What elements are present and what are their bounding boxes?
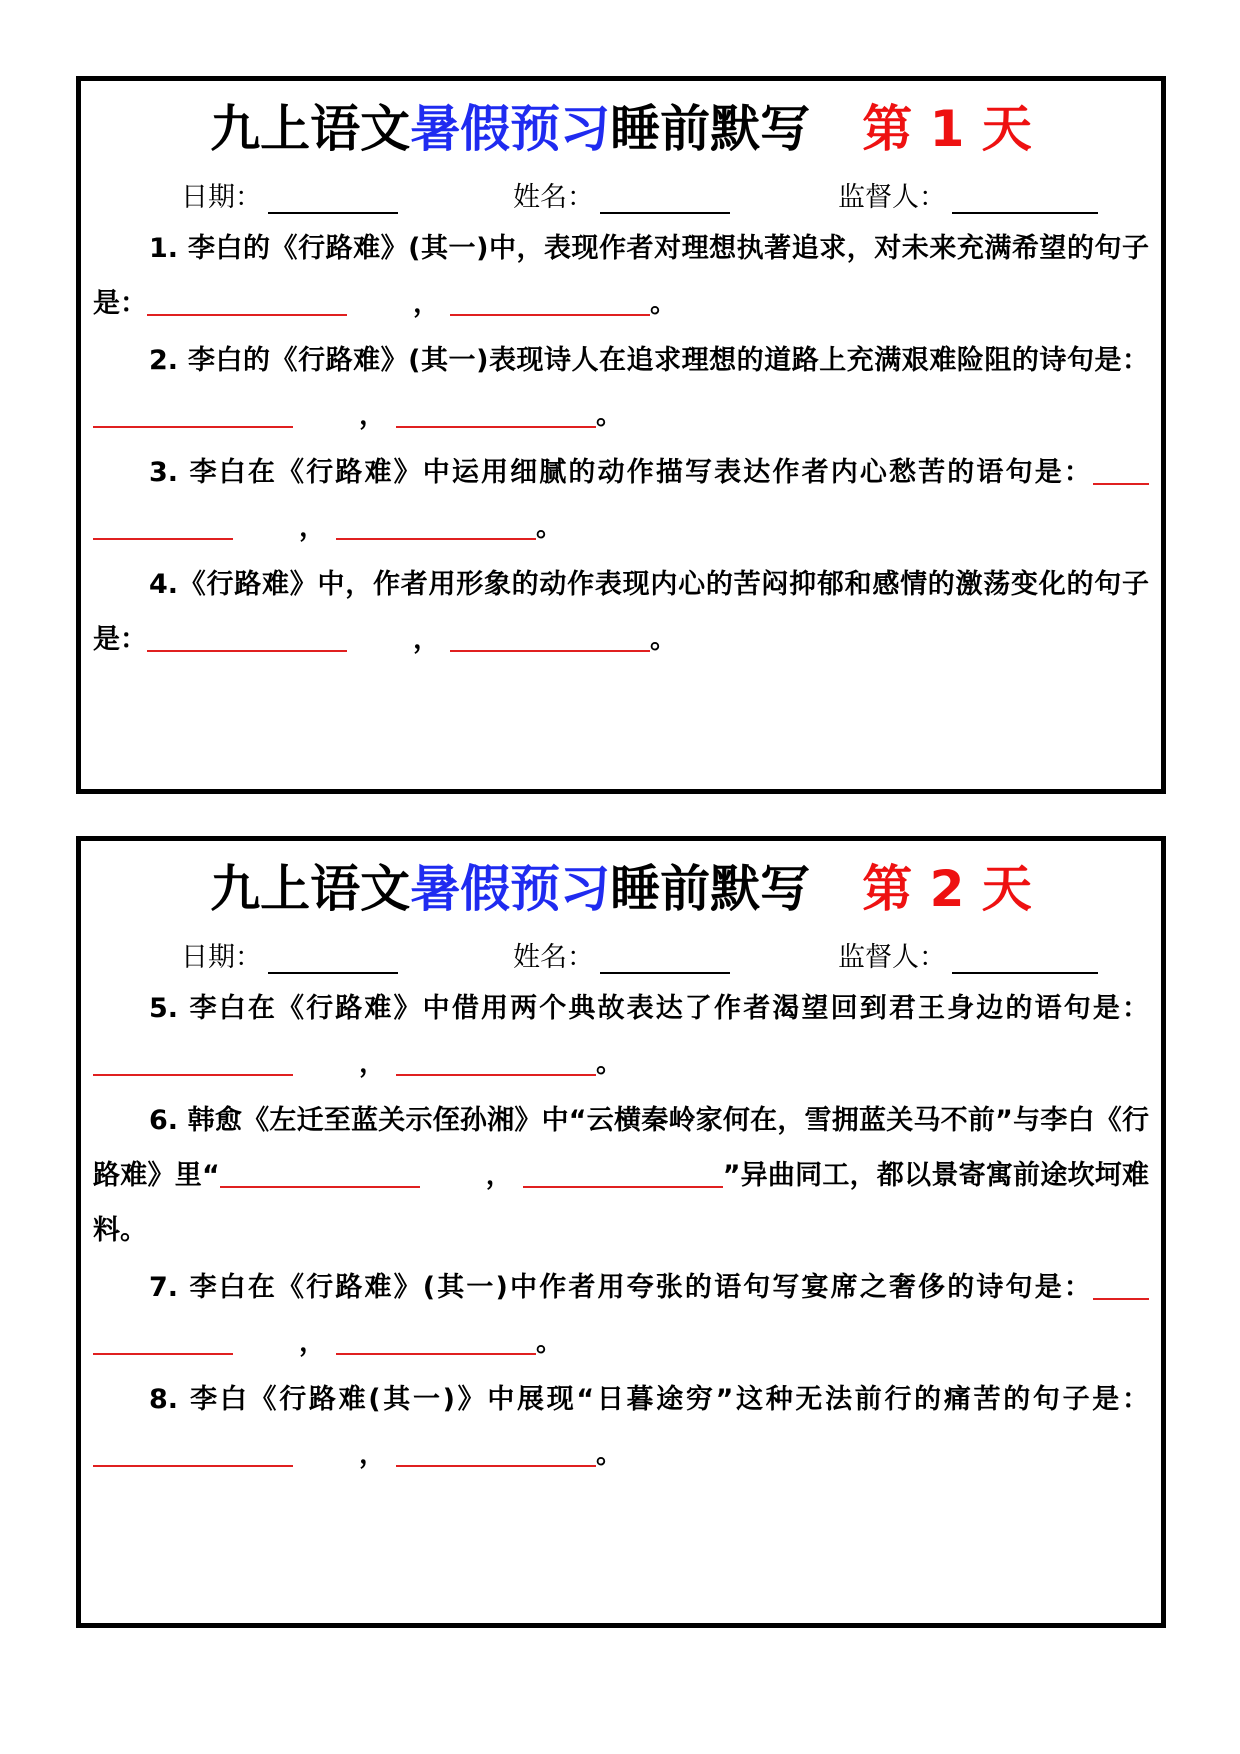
answer-blank[interactable] xyxy=(396,1044,596,1076)
date-label: 日期： xyxy=(181,182,262,213)
page-title xyxy=(81,99,1161,159)
answer-blank[interactable] xyxy=(147,620,347,652)
supervisor-label: 监督人： xyxy=(838,182,946,213)
comma: ， xyxy=(299,512,326,543)
title-prefix: 九上语文 xyxy=(210,860,411,918)
info-row xyxy=(81,175,1161,219)
comma: ， xyxy=(359,400,386,431)
question-5 xyxy=(81,981,1161,1091)
question-2 xyxy=(81,333,1161,443)
question-text: 6. 韩愈《左迁至蓝关示侄孙湘》中“云横秦岭家何在，雪拥蓝关马不前”与李白《行路难》里“ xyxy=(93,1105,1149,1191)
answer-blank[interactable] xyxy=(93,396,293,428)
period: 。 xyxy=(596,1439,623,1470)
question-text: 5. 李白在《行路难》中借用两个典故表达了作者渴望回到君王身边的语句是： xyxy=(149,993,1149,1024)
question-8 xyxy=(81,1372,1161,1482)
answer-blank[interactable] xyxy=(450,284,650,316)
comma: ， xyxy=(359,1439,386,1470)
worksheet-card-day1 xyxy=(76,76,1166,794)
title-suffix: 睡前默写 xyxy=(610,100,811,158)
title-prefix: 九上语文 xyxy=(210,100,411,158)
question-text: 7. 李白在《行路难》(其一)中作者用夸张的语句写宴席之奢侈的诗句是： xyxy=(149,1272,1093,1303)
name-line[interactable] xyxy=(600,184,730,214)
comma: ， xyxy=(413,288,440,319)
date-line[interactable] xyxy=(268,184,398,214)
answer-blank[interactable] xyxy=(93,508,233,540)
question-3 xyxy=(81,445,1161,555)
name-label: 姓名： xyxy=(513,182,594,213)
period: 。 xyxy=(650,624,677,655)
period: 。 xyxy=(536,1327,563,1358)
question-text: 3. 李白在《行路难》中运用细腻的动作描写表达作者内心愁苦的语句是： xyxy=(149,457,1093,488)
answer-blank[interactable] xyxy=(523,1156,723,1188)
question-text-after: ”异曲同工，都以景寄寓前途坎坷难料。 xyxy=(93,1160,1150,1246)
comma: ， xyxy=(413,624,440,655)
date-label: 日期： xyxy=(181,942,262,973)
answer-blank[interactable] xyxy=(93,1435,293,1467)
info-row xyxy=(81,935,1161,979)
day-label: 第 1 天 xyxy=(862,100,1032,158)
question-text: 4.《行路难》中，作者用形象的动作表现内心的苦闷抑郁和感情的激荡变化的句子是： xyxy=(93,569,1149,655)
name-line[interactable] xyxy=(600,944,730,974)
answer-blank[interactable] xyxy=(220,1156,420,1188)
question-1 xyxy=(81,221,1161,331)
answer-blank[interactable] xyxy=(1093,1268,1149,1300)
supervisor-line[interactable] xyxy=(952,944,1098,974)
supervisor-field[interactable] xyxy=(838,935,1098,974)
date-field[interactable] xyxy=(181,175,398,214)
day-label: 第 2 天 xyxy=(862,860,1032,918)
question-text: 1. 李白的《行路难》(其一)中，表现作者对理想执著追求，对未来充满希望的句子是： xyxy=(93,233,1149,319)
period: 。 xyxy=(536,512,563,543)
comma: ， xyxy=(359,1048,386,1079)
page-title xyxy=(81,859,1161,919)
answer-blank[interactable] xyxy=(93,1323,233,1355)
answer-blank[interactable] xyxy=(450,620,650,652)
period: 。 xyxy=(596,1048,623,1079)
title-highlight: 暑假预习 xyxy=(410,860,611,918)
name-field[interactable] xyxy=(513,175,730,214)
question-text: 2. 李白的《行路难》(其一)表现诗人在追求理想的道路上充满艰难险阻的诗句是： xyxy=(149,345,1149,376)
date-line[interactable] xyxy=(268,944,398,974)
answer-blank[interactable] xyxy=(147,284,347,316)
period: 。 xyxy=(596,400,623,431)
title-suffix: 睡前默写 xyxy=(610,860,811,918)
period: 。 xyxy=(650,288,677,319)
answer-blank[interactable] xyxy=(336,508,536,540)
answer-blank[interactable] xyxy=(396,396,596,428)
supervisor-field[interactable] xyxy=(838,175,1098,214)
question-text: 8. 李白《行路难(其一)》中展现“日暮途穷”这种无法前行的痛苦的句子是： xyxy=(149,1384,1149,1415)
supervisor-label: 监督人： xyxy=(838,942,946,973)
question-6 xyxy=(81,1093,1161,1258)
comma: ， xyxy=(299,1327,326,1358)
answer-blank[interactable] xyxy=(336,1323,536,1355)
answer-blank[interactable] xyxy=(396,1435,596,1467)
worksheet-card-day2 xyxy=(76,836,1166,1628)
name-label: 姓名： xyxy=(513,942,594,973)
supervisor-line[interactable] xyxy=(952,184,1098,214)
question-7 xyxy=(81,1260,1161,1370)
answer-blank[interactable] xyxy=(93,1044,293,1076)
name-field[interactable] xyxy=(513,935,730,974)
date-field[interactable] xyxy=(181,935,398,974)
question-4 xyxy=(81,557,1161,667)
answer-blank[interactable] xyxy=(1093,453,1149,485)
comma: ， xyxy=(485,1160,513,1191)
title-highlight: 暑假预习 xyxy=(410,100,611,158)
